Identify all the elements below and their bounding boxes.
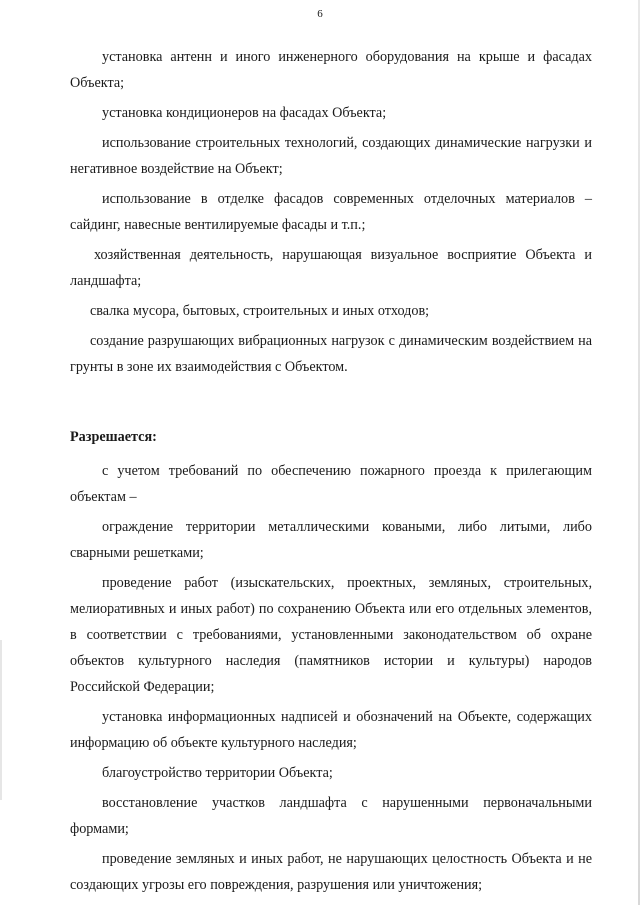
allowed-heading: Разрешается: <box>70 429 157 445</box>
allowed-list <box>70 458 592 898</box>
allowed-item: проведение земляных и иных работ, не нарушающих целостность Объекта и не создающих угрозы его повреждения, разрушения или уничтожения; <box>70 851 592 893</box>
page-number: 6 <box>317 8 323 20</box>
prohibited-item: создание разрушающих вибрационных нагрузок с динамическим воздействием на грунты в зоне их взаимодействия с Объектом. <box>70 333 592 375</box>
prohibited-item: использование строительных технологий, создающих динамические нагрузки и негативное воздействие на Объект; <box>70 135 592 177</box>
allowed-item: благоустройство территории Объекта; <box>102 765 333 781</box>
prohibited-list <box>70 44 592 380</box>
prohibited-item: использование в отделке фасадов современных отделочных материалов – сайдинг, навесные вентилируемые фасады и т.п.; <box>70 191 592 233</box>
prohibited-item: установка кондиционеров на фасадах Объекта; <box>102 105 387 121</box>
prohibited-item: хозяйственная деятельность, нарушающая визуальное восприятие Объекта и ландшафта; <box>70 247 592 289</box>
prohibited-item: свалка мусора, бытовых, строительных и иных отходов; <box>90 303 430 319</box>
prohibited-item: установка антенн и иного инженерного оборудования на крыше и фасадах Объекта; <box>70 49 592 91</box>
allowed-item: с учетом требований по обеспечению пожарного проезда к прилегающим объектам – <box>70 463 592 505</box>
allowed-item: восстановление участков ландшафта с нарушенными первоначальными формами; <box>70 795 592 837</box>
allowed-item: ограждение территории металлическими коваными, либо литыми, либо сварными решетками; <box>70 519 592 561</box>
scan-edge-shadow <box>0 640 2 800</box>
allowed-item: проведение работ (изыскательских, проектных, земляных, строительных, мелиоративных и иных работ) по сохранению Объекта или его отдельных элементов, в соответствии с требованиями, установленными законодательством об охране объектов культурного наследия (памятников истории и культуры) народов Российской Федерации; <box>70 575 592 695</box>
allowed-item: установка информационных надписей и обозначений на Объекте, содержащих информацию об объекте культурного наследия; <box>70 709 592 751</box>
document-body <box>70 44 592 902</box>
